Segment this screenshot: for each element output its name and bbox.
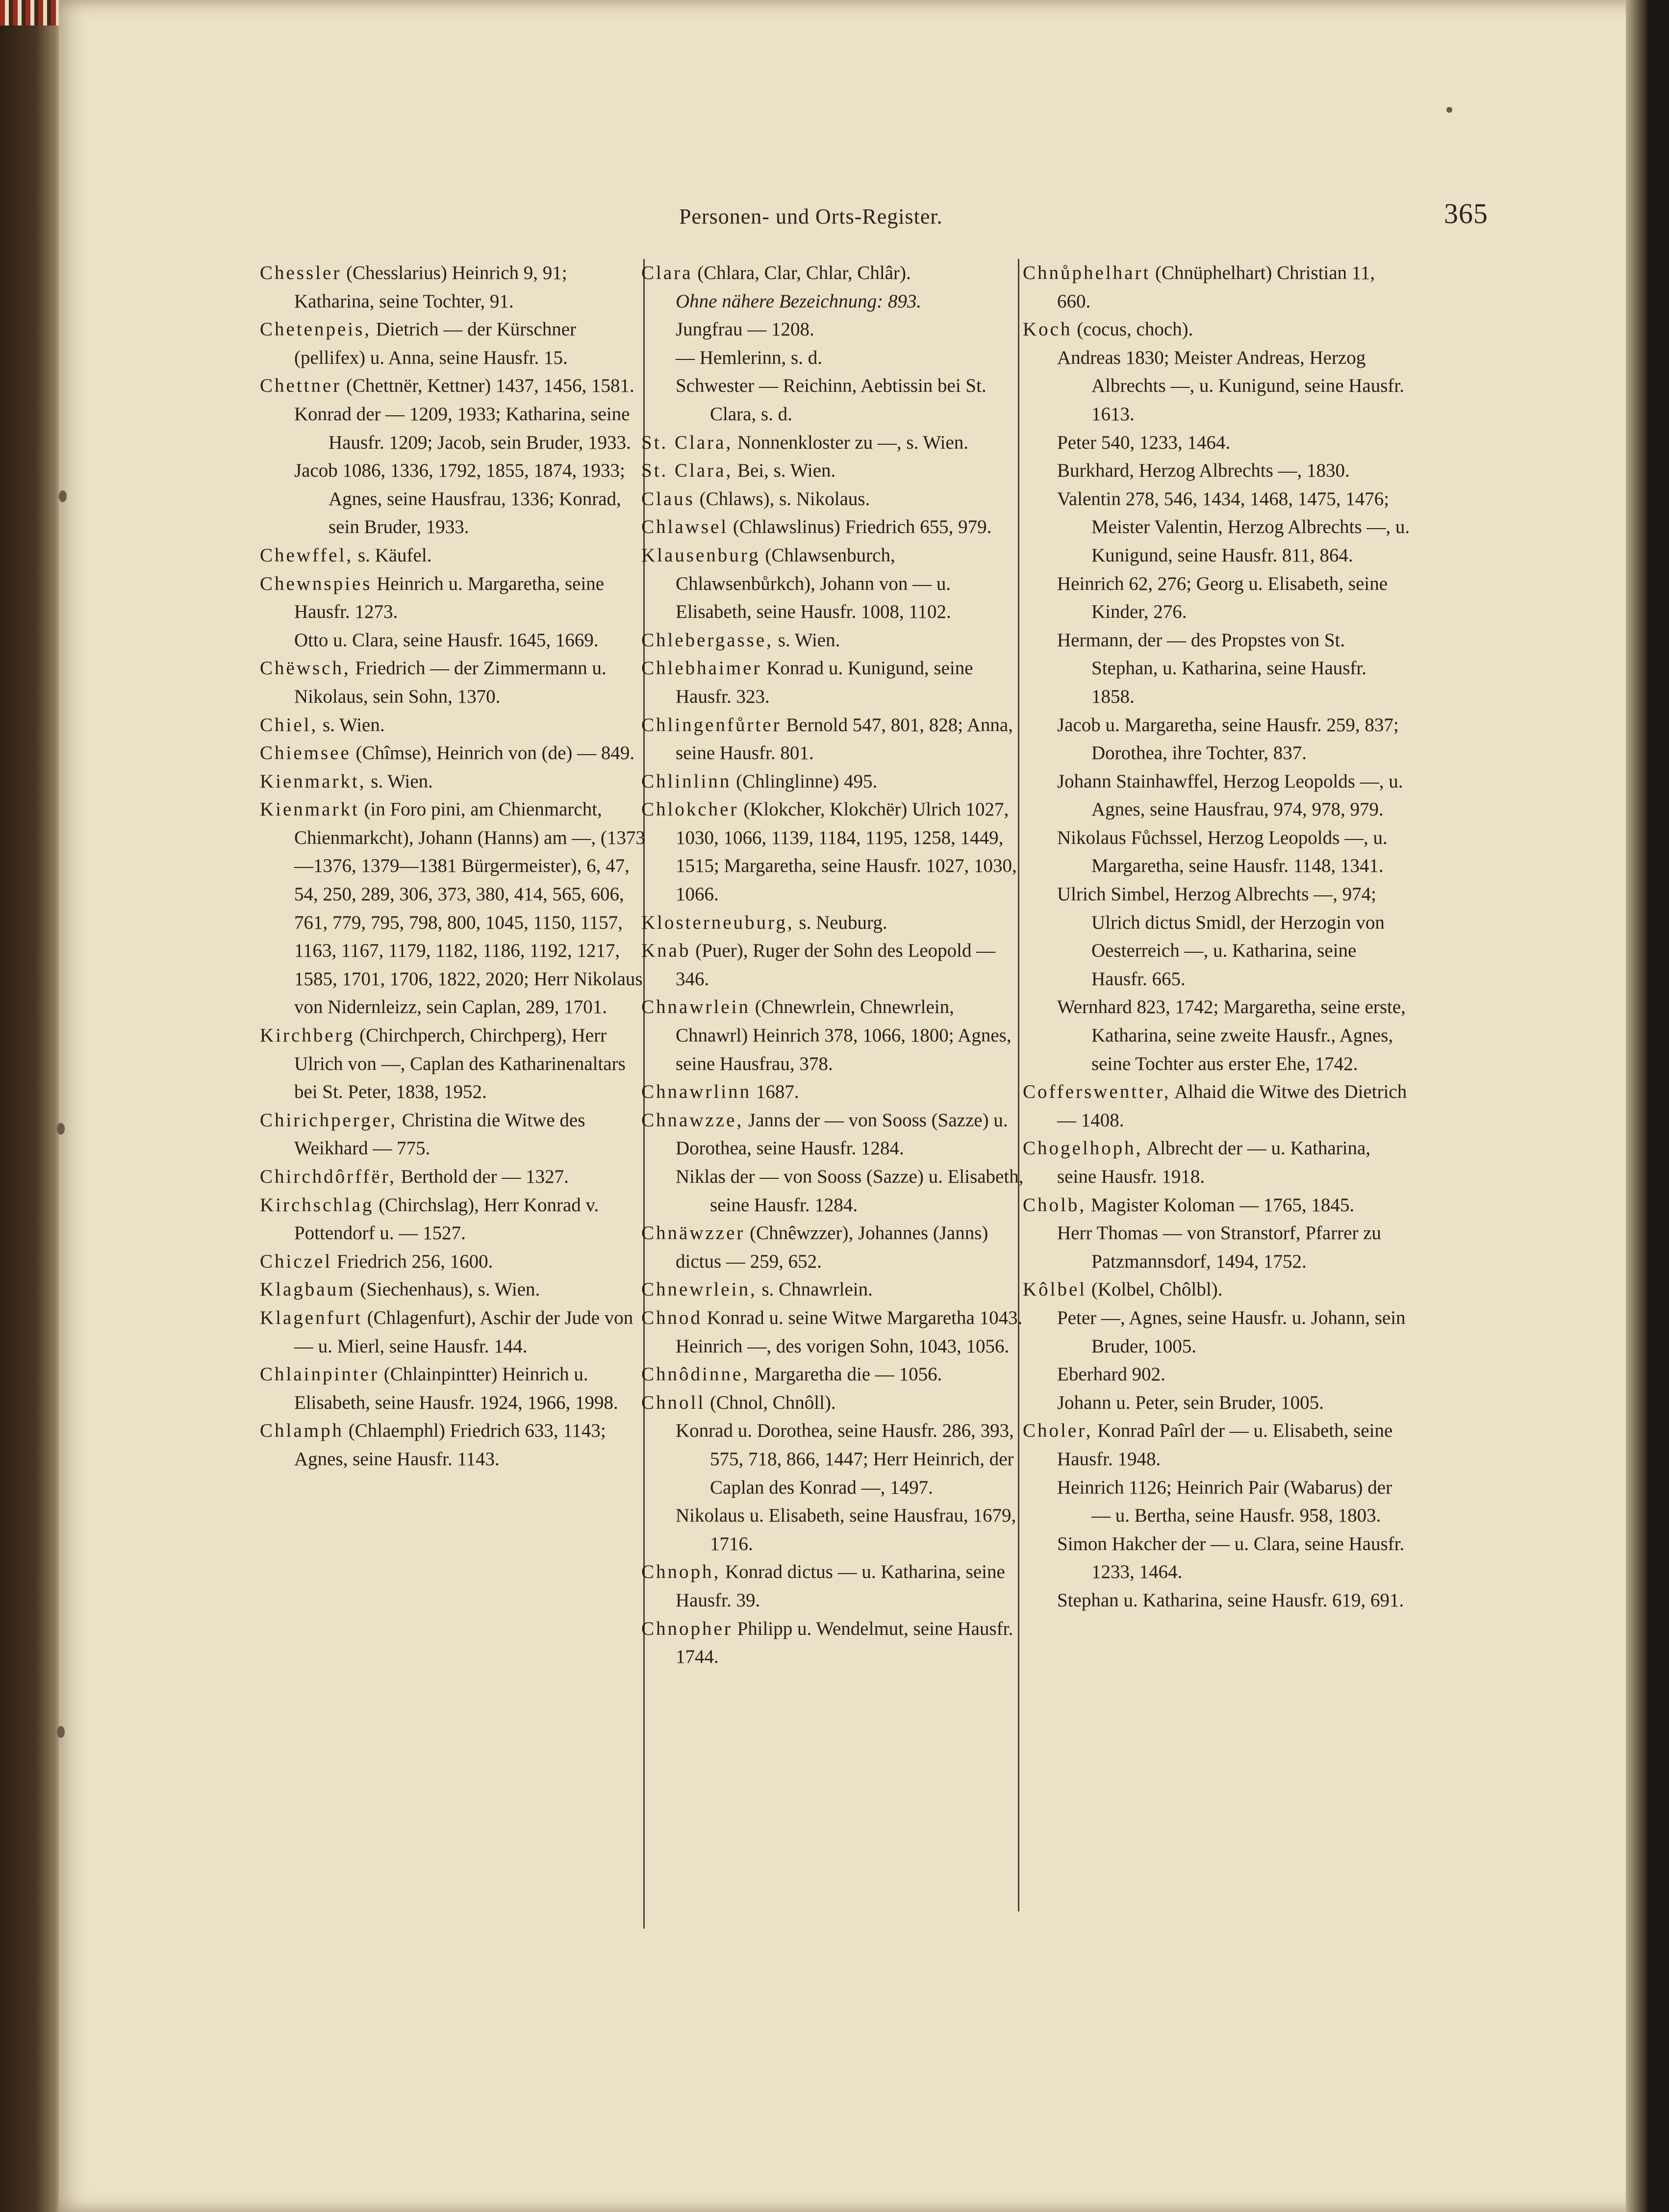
register-subentry xyxy=(641,1501,1029,1558)
register-entry xyxy=(641,654,1029,711)
register-column-2 xyxy=(641,259,1029,1671)
register-column-3 xyxy=(1023,259,1410,1615)
entry-text: s. Wien. xyxy=(371,770,433,792)
entry-text: (Klokcher, Klokchër) Ulrich 1027, 1030, 1066, 1139, 1184, 1195, 1258, 1449, 1515; Margaretha, seine Hausfr. 1027, 1030, 1066. xyxy=(676,799,1017,905)
entry-headword: Chlamph xyxy=(260,1420,344,1442)
register-entry xyxy=(260,570,647,626)
register-subentry xyxy=(641,315,1029,344)
register-entry xyxy=(641,1078,1029,1106)
entry-headword: Klausenburg xyxy=(641,544,760,566)
entry-headword: Chnawrlinn xyxy=(641,1081,752,1103)
entry-text: Konrad u. Kunigund, seine Hausfr. 323. xyxy=(676,658,973,707)
register-subentry xyxy=(1023,1530,1410,1586)
entry-text: (Chesslarius) Heinrich 9, 91; Katharina, seine Tochter, 91. xyxy=(294,262,567,312)
entry-headword: Kôlbel xyxy=(1023,1279,1087,1300)
entry-text: Friedrich — der Zimmermann u. Nikolaus, sein Sohn, 1370. xyxy=(294,658,607,707)
entry-headword: Chettner xyxy=(260,375,342,397)
entry-headword: Clara xyxy=(641,262,693,283)
entry-text: 1687. xyxy=(756,1081,799,1103)
register-entry xyxy=(641,1106,1029,1163)
entry-text: (Chlagenfurt), Aschir der Jude von — u. Mierl, seine Hausfr. 144. xyxy=(294,1307,633,1357)
entry-text: s. Wien. xyxy=(323,714,385,736)
entry-headword: Chnopher xyxy=(641,1618,733,1639)
entry-headword: Claus xyxy=(641,488,695,509)
entry-text: (Chirchperch, Chirchperg), Herr Ulrich von —, Caplan des Katharinenaltars bei St. Peter, 1838, 1952. xyxy=(294,1025,626,1103)
entry-text: Nikolaus u. Elisabeth, seine Hausfrau, 1679, 1716. xyxy=(676,1505,1016,1554)
paper-speck xyxy=(59,490,67,502)
entry-headword: Cofferswentter, xyxy=(1023,1081,1171,1103)
entry-text: Nonnenkloster zu —, s. Wien. xyxy=(737,432,969,453)
entry-text: (Chlara, Clar, Chlar, Chlâr). xyxy=(697,262,911,283)
entry-headword: Kienmarkt, xyxy=(260,770,366,792)
entry-text: Peter 540, 1233, 1464. xyxy=(1057,432,1231,453)
entry-headword: Chirchdôrffër, xyxy=(260,1166,396,1187)
register-entry xyxy=(641,1275,1029,1304)
register-entry xyxy=(641,1389,1029,1417)
register-subentry xyxy=(1023,993,1410,1078)
entry-text: Stephan u. Katharina, seine Hausfr. 619, 691. xyxy=(1057,1589,1404,1611)
register-subentry xyxy=(1023,1389,1410,1417)
entry-text: (Chirchslag), Herr Konrad v. Pottendorf u. — 1527. xyxy=(294,1194,599,1244)
entry-text: (Chlawsenburch, Chlawsenbůrkch), Johann von — u. Elisabeth, seine Hausfr. 1008, 1102. xyxy=(676,544,951,623)
entry-headword: Chiemsee xyxy=(260,742,351,764)
register-entry xyxy=(1023,1078,1410,1134)
entry-text: Schwester — Reichinn, Aebtissin bei St. Clara, s. d. xyxy=(676,375,986,425)
register-column-1 xyxy=(260,259,647,1474)
entry-text: Margaretha die — 1056. xyxy=(754,1364,942,1385)
entry-text: Janns der — von Sooss (Sazze) u. Dorothea, seine Hausfr. 1284. xyxy=(676,1109,1008,1159)
register-entry xyxy=(641,937,1029,993)
entry-headword: Kirchberg xyxy=(260,1025,355,1046)
entry-text: s. Käufel. xyxy=(357,544,432,566)
entry-text: Otto u. Clara, seine Hausfr. 1645, 1669. xyxy=(294,629,599,651)
register-entry xyxy=(260,795,647,1021)
register-subentry xyxy=(1023,344,1410,429)
entry-text: Bei, s. Wien. xyxy=(737,460,836,482)
register-entry xyxy=(641,1615,1029,1671)
entry-text: Valentin 278, 546, 1434, 1468, 1475, 1476; Meister Valentin, Herzog Albrechts —, u. Kunigund, seine Hausfr. 811, 864. xyxy=(1057,488,1410,566)
entry-text: Burkhard, Herzog Albrechts —, 1830. xyxy=(1057,460,1350,482)
register-entry xyxy=(260,1304,647,1360)
register-subentry xyxy=(1023,626,1410,711)
page-title: Personen- und Orts-Register. xyxy=(679,204,943,229)
register-subentry xyxy=(1023,457,1410,485)
entry-text: s. Wien. xyxy=(778,629,840,651)
entry-headword: Knab xyxy=(641,940,691,962)
entry-text: Alhaid die Witwe des Dietrich — 1408. xyxy=(1057,1081,1407,1131)
entry-headword: Kienmarkt xyxy=(260,799,359,820)
register-entry xyxy=(260,1106,647,1163)
entry-text: Andreas 1830; Meister Andreas, Herzog Albrechts —, u. Kunigund, seine Hausfr. 1613. xyxy=(1057,347,1404,425)
entry-headword: Chnoph, xyxy=(641,1561,721,1583)
entry-text: Niklas der — von Sooss (Sazze) u. Elisabeth, seine Hausfr. 1284. xyxy=(676,1166,1024,1216)
entry-text: Konrad dictus — u. Katharina, seine Hausfr. 39. xyxy=(676,1561,1005,1611)
register-subentry xyxy=(641,1417,1029,1501)
register-entry xyxy=(641,711,1029,767)
register-entry xyxy=(641,485,1029,513)
register-entry xyxy=(641,993,1029,1078)
entry-headword: Chlawsel xyxy=(641,516,729,538)
register-entry xyxy=(260,1360,647,1417)
page-number: 365 xyxy=(1444,198,1488,229)
register-subentry xyxy=(260,400,647,457)
entry-text: Ulrich Simbel, Herzog Albrechts —, 974; Ulrich dictus Smidl, der Herzogin von Oesterreich —, u. Katharina, seine Hausfr. 665. xyxy=(1057,884,1385,990)
register-subentry xyxy=(1023,485,1410,570)
register-entry xyxy=(1023,315,1410,344)
entry-headword: Chessler xyxy=(260,262,342,283)
register-entry xyxy=(641,1219,1029,1275)
entry-headword: Cholb, xyxy=(1023,1194,1087,1216)
page-edge xyxy=(1626,0,1647,2212)
register-entry xyxy=(1023,1275,1410,1304)
entry-text: Jacob 1086, 1336, 1792, 1855, 1874, 1933; Agnes, seine Hausfrau, 1336; Konrad, sein Bruder, 1933. xyxy=(294,460,625,538)
register-entry xyxy=(641,1304,1029,1332)
entry-text: (Siechenhaus), s. Wien. xyxy=(360,1279,540,1300)
register-entry xyxy=(260,1417,647,1473)
entry-headword: Chnewrlein, xyxy=(641,1279,757,1300)
entry-headword: Chlingenfůrter xyxy=(641,714,782,736)
entry-text: Philipp u. Wendelmut, seine Hausfr. 1744. xyxy=(676,1618,1013,1668)
entry-text: (Chlawslinus) Friedrich 655, 979. xyxy=(733,516,992,538)
register-entry xyxy=(641,1360,1029,1389)
paper-speck xyxy=(57,1726,65,1738)
register-entry xyxy=(641,909,1029,937)
register-entry xyxy=(641,795,1029,908)
entry-text: Hermann, der — des Propstes von St. Stephan, u. Katharina, seine Hausfr. 1858. xyxy=(1057,629,1367,707)
entry-headword: Chlebergasse, xyxy=(641,629,773,651)
register-subentry xyxy=(1023,767,1410,824)
book-binding xyxy=(0,0,65,2212)
entry-text: (Kolbel, Chôlbl). xyxy=(1091,1279,1223,1300)
entry-headword: Klagbaum xyxy=(260,1279,355,1300)
entry-headword: Chewffel, xyxy=(260,544,354,566)
register-entry xyxy=(260,654,647,711)
entry-text: Wernhard 823, 1742; Margaretha, seine erste, Katharina, seine zweite Hausfr., Agnes, seine Tochter aus erster Ehe, 1742. xyxy=(1057,996,1406,1074)
register-entry xyxy=(260,541,647,570)
entry-headword: Chiczel xyxy=(260,1250,332,1272)
entry-text: Peter —, Agnes, seine Hausfr. u. Johann, sein Bruder, 1005. xyxy=(1057,1307,1406,1357)
entry-headword: Koch xyxy=(1023,319,1072,340)
register-subentry xyxy=(641,1332,1029,1361)
entry-text: Jungfrau — 1208. xyxy=(676,319,814,340)
register-subentry xyxy=(1023,711,1410,767)
register-entry xyxy=(641,429,1029,457)
register-subentry xyxy=(641,344,1029,372)
entry-headword: Chnawzze, xyxy=(641,1109,744,1131)
register-subentry xyxy=(641,287,1029,316)
entry-text: Heinrich 62, 276; Georg u. Elisabeth, seine Kinder, 276. xyxy=(1057,573,1388,623)
register-entry xyxy=(1023,1134,1410,1191)
entry-text: (Chnêwzzer), Johannes (Janns) dictus — 259, 652. xyxy=(676,1222,988,1272)
entry-text: s. Neuburg. xyxy=(799,912,887,933)
entry-text: (Chnüphelhart) Christian 11, 660. xyxy=(1057,262,1375,312)
entry-text: Albrecht der — u. Katharina, seine Hausfr. 1918. xyxy=(1057,1138,1371,1187)
register-subentry xyxy=(641,1163,1029,1219)
register-entry xyxy=(641,626,1029,655)
entry-text: (Chnewrlein, Chnewrlein, Chnawrl) Heinrich 378, 1066, 1800; Agnes, seine Hausfrau, 378. xyxy=(676,996,1012,1074)
entry-headword: Chnäwzzer xyxy=(641,1222,745,1244)
entry-text: s. Chnawrlein. xyxy=(761,1279,873,1300)
entry-headword: Chnůphelhart xyxy=(1023,262,1151,283)
register-entry xyxy=(260,315,647,372)
register-entry xyxy=(641,1558,1029,1614)
register-subentry xyxy=(1023,1474,1410,1530)
register-entry xyxy=(260,739,647,767)
entry-text: Magister Koloman — 1765, 1845. xyxy=(1090,1194,1355,1216)
register-entry xyxy=(260,1247,647,1276)
register-entry xyxy=(641,259,1029,287)
paper-speck xyxy=(1446,107,1452,113)
entry-headword: Klosterneuburg, xyxy=(641,912,794,933)
register-subentry xyxy=(1023,1219,1410,1275)
register-subentry xyxy=(1023,570,1410,626)
register-entry xyxy=(641,457,1029,485)
entry-headword: Chlainpinter xyxy=(260,1364,379,1385)
entry-text: Simon Hakcher der — u. Clara, seine Hausfr. 1233, 1464. xyxy=(1057,1533,1405,1583)
entry-headword: Chogelhoph, xyxy=(1023,1138,1143,1159)
entry-text: Jacob u. Margaretha, seine Hausfr. 259, 837; Dorothea, ihre Tochter, 837. xyxy=(1057,714,1399,764)
entry-headword: Chlebhaimer xyxy=(641,658,762,679)
register-subentry xyxy=(1023,1586,1410,1615)
register-subentry xyxy=(1023,1304,1410,1360)
paper-speck xyxy=(57,1123,65,1135)
entry-text: Christina die Witwe des Weikhard — 775. xyxy=(294,1109,585,1159)
register-entry xyxy=(1023,1191,1410,1220)
entry-text: Konrad der — 1209, 1933; Katharina, seine Hausfr. 1209; Jacob, sein Bruder, 1933. xyxy=(294,403,631,453)
entry-text: (Chettnër, Kettner) 1437, 1456, 1581. xyxy=(346,375,634,397)
register-subentry xyxy=(260,457,647,541)
entry-text: Ohne nähere Bezeichnung: 893. xyxy=(676,290,922,312)
entry-text: Johann u. Peter, sein Bruder, 1005. xyxy=(1057,1392,1324,1413)
entry-text: (Chlinglinne) 495. xyxy=(736,770,878,792)
register-entry xyxy=(260,1191,647,1247)
entry-headword: Chlokcher xyxy=(641,799,739,820)
register-entry xyxy=(260,1275,647,1304)
entry-headword: St. Clara, xyxy=(641,460,733,482)
entry-text: — Hemlerinn, s. d. xyxy=(676,347,822,368)
entry-text: Nikolaus Fůchssel, Herzog Leopolds —, u. Margaretha, seine Hausfr. 1148, 1341. xyxy=(1057,827,1388,877)
entry-headword: Chnoll xyxy=(641,1392,706,1413)
entry-headword: Chnôdinne, xyxy=(641,1364,750,1385)
register-entry xyxy=(641,513,1029,541)
entry-text: Heinrich —, des vorigen Sohn, 1043, 1056. xyxy=(676,1335,1010,1357)
entry-headword: Chnawrlein xyxy=(641,996,750,1018)
register-entry xyxy=(260,1163,647,1191)
entry-text: (Chlaemphl) Friedrich 633, 1143; Agnes, seine Hausfr. 1143. xyxy=(294,1420,606,1470)
entry-text: (in Foro pini, am Chienmarcht, Chienmarkcht), Johann (Hanns) am —, (1373—1376, 1379—1381 Bürgermeister), 6, 47, 54, 250, 289, 306, 373, 380, 414, 565, 606, 761, 779, 795, 798, 800, 1045, 1150, 1157, 1163, 1167, 1179, 1182, 1186, 1192, 1217, 1585, 1701, 1706, 1822, 2020; Herr Nikolaus von Nidernleizz, sein Caplan, 289, 1701. xyxy=(294,799,645,1018)
entry-headword: St. Clara, xyxy=(641,432,733,453)
register-entry xyxy=(260,1021,647,1106)
register-subentry xyxy=(1023,1360,1410,1389)
entry-text: (Chîmse), Heinrich von (de) — 849. xyxy=(355,742,635,764)
entry-text: Konrad u. seine Witwe Margaretha 1043. xyxy=(707,1307,1023,1328)
entry-text: Herr Thomas — von Stranstorf, Pfarrer zu Patzmannsdorf, 1494, 1752. xyxy=(1057,1222,1382,1272)
register-subentry xyxy=(1023,429,1410,457)
entry-headword: Chirichperger, xyxy=(260,1109,398,1131)
entry-text: Konrad u. Dorothea, seine Hausfr. 286, 393, 575, 718, 866, 1447; Herr Heinrich, der Caplan des Konrad —, 1497. xyxy=(676,1420,1014,1498)
entry-text: Heinrich 1126; Heinrich Pair (Wabarus) der — u. Bertha, seine Hausfr. 958, 1803. xyxy=(1057,1476,1392,1526)
entry-headword: Chetenpeis, xyxy=(260,319,372,340)
entry-text: Friedrich 256, 1600. xyxy=(336,1250,493,1272)
register-subentry xyxy=(260,626,647,655)
register-subentry xyxy=(641,372,1029,428)
entry-headword: Chewnspies xyxy=(260,573,372,594)
register-entry xyxy=(260,711,647,739)
register-entry xyxy=(641,767,1029,796)
entry-headword: Chëwsch, xyxy=(260,658,351,679)
register-entry xyxy=(641,541,1029,626)
entry-text: Konrad Paîrl der — u. Elisabeth, seine Hausfr. 1948. xyxy=(1057,1420,1393,1470)
entry-text: (Chlaws), s. Nikolaus. xyxy=(699,488,870,509)
entry-headword: Chlinlinn xyxy=(641,770,732,792)
running-header xyxy=(679,197,1488,231)
entry-text: (Chnol, Chnôll). xyxy=(709,1392,836,1413)
register-entry xyxy=(1023,259,1410,315)
entry-text: Dietrich — der Kürschner (pellifex) u. Anna, seine Hausfr. 15. xyxy=(294,319,577,368)
register-subentry xyxy=(1023,824,1410,880)
entry-text: Berthold der — 1327. xyxy=(401,1166,569,1187)
entry-text: Heinrich u. Margaretha, seine Hausfr. 1273. xyxy=(294,573,605,623)
entry-text: Eberhard 902. xyxy=(1057,1364,1165,1385)
entry-text: Bernold 547, 801, 828; Anna, seine Hausfr. 801. xyxy=(676,714,1013,764)
entry-text: (cocus, choch). xyxy=(1077,319,1193,340)
entry-headword: Chiel, xyxy=(260,714,318,736)
register-entry xyxy=(260,259,647,315)
register-entry xyxy=(1023,1417,1410,1473)
entry-headword: Chnod xyxy=(641,1307,703,1328)
register-subentry xyxy=(1023,880,1410,993)
entry-text: Johann Stainhawffel, Herzog Leopolds —, u. Agnes, seine Hausfrau, 974, 978, 979. xyxy=(1057,770,1403,820)
register-entry xyxy=(260,372,647,400)
entry-headword: Kirchschlag xyxy=(260,1194,374,1216)
entry-headword: Klagenfurt xyxy=(260,1307,362,1328)
register-entry xyxy=(260,767,647,796)
entry-headword: Choler, xyxy=(1023,1420,1093,1442)
entry-text: (Puer), Ruger der Sohn des Leopold — 346. xyxy=(676,940,996,990)
entry-text: (Chlainpintter) Heinrich u. Elisabeth, seine Hausfr. 1924, 1966, 1998. xyxy=(294,1364,618,1413)
